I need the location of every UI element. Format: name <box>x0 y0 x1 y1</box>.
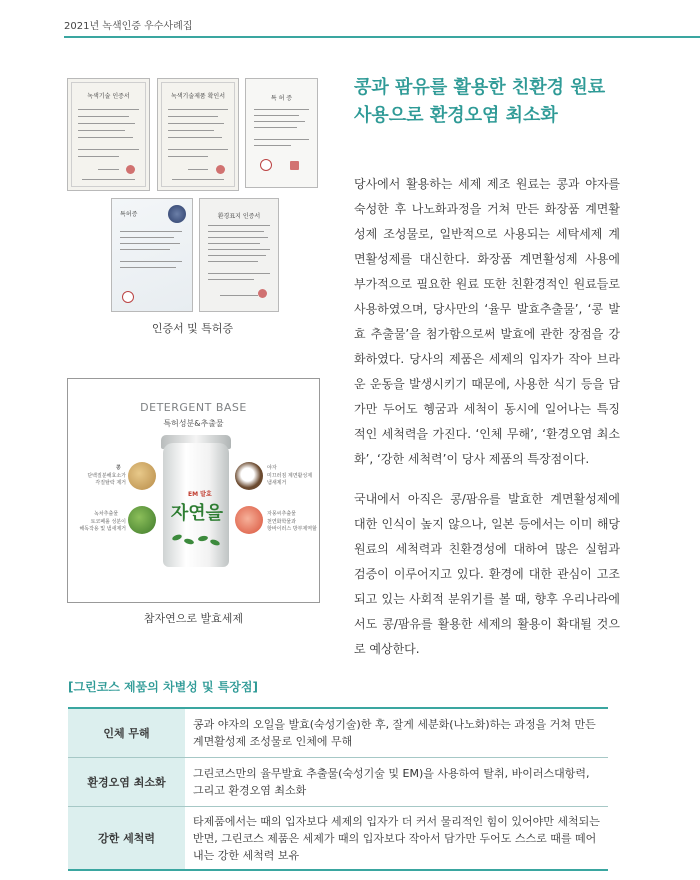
certificate-eco-label <box>199 198 279 312</box>
ingredient-greentea-desc: 토코페롤 성분이 해독작용 및 냄새제거 <box>79 519 126 532</box>
ingredient-soy-name: 콩 <box>116 465 121 471</box>
table-row <box>68 758 608 807</box>
certificate-title: 녹색기술제품 확인서 <box>170 93 226 100</box>
feature-description: 그린코스만의 율무발효 추출물(숙성기술 및 EM)을 사용하여 탈취, 바이러스대항력, 그리고 환경오염 최소화 <box>185 758 608 807</box>
table-row <box>68 807 608 871</box>
certificate-green-product <box>157 78 239 191</box>
certificate-title: 녹색기술 인증서 <box>87 93 130 100</box>
soybean-icon <box>128 462 156 490</box>
jar-logo: 자연을 <box>170 503 224 524</box>
hologram-seal-icon <box>168 205 186 223</box>
ingredient-coconut-desc: 미끄러짐 계면활성제 냄새제거 <box>267 473 313 486</box>
features-table <box>68 707 608 871</box>
product-caption: 참자연으로 발효세제 <box>143 612 244 625</box>
certificate-title: 특허증 <box>120 211 138 218</box>
product-image <box>67 378 320 603</box>
seal-icon <box>216 165 225 174</box>
grapefruit-icon <box>235 506 263 534</box>
certificate-green-tech <box>67 78 150 191</box>
feature-label: 강한 세척력 <box>68 807 185 871</box>
ingredient-soy-desc: 단백질분해효소가 각질탈락 제거 <box>87 473 126 486</box>
running-header: 2021년 녹색인증 우수사례집 <box>64 21 193 32</box>
jar-label: EM 발효 <box>188 491 212 498</box>
feature-description: 타제품에서는 때의 입자보다 세제의 입자가 더 커서 물리적인 힘이 있어야만 세척되는 반면, 그린코스 제품은 세제가 때의 입자보다 작아서 담가만 두어도 스스로 때를 떼어내는 강한 세척력 보유 <box>185 807 608 871</box>
header-rule <box>64 36 700 38</box>
article-headline <box>354 74 654 130</box>
product-image-title: DETERGENT BASE <box>140 401 247 414</box>
product-image-subtitle: 특허성분&추출물 <box>163 419 224 428</box>
green-tea-icon <box>128 506 156 534</box>
table-row <box>68 708 608 758</box>
ingredient-grapefruit-desc: 천연화학물과 항바이러스 방부제역할 <box>267 519 317 532</box>
feature-label: 인체 무해 <box>68 708 185 758</box>
seal-icon <box>258 289 267 298</box>
seal-icon <box>126 165 135 174</box>
emblem-icon <box>260 159 272 171</box>
certificate-patent <box>245 78 318 188</box>
certificates-caption: 인증서 및 특허증 <box>151 322 234 335</box>
certificate-title: 환경표지 인증서 <box>217 213 261 220</box>
emblem-icon <box>122 291 134 303</box>
headline-line-1: 콩과 팜유를 활용한 친환경 원료 <box>354 77 606 98</box>
body-paragraph-2: 국내에서 아직은 콩/팜유를 발효한 계면활성제에 대한 인식이 높지 않으나, 일본 등에서는 이미 해당 원료의 세척력과 친환경성에 대하여 많은 실험과 검증이 이루어지고 있다. 환경에 대한 관심이 고조되고 있는 사회적 분위기를 볼 때, 향후 우리나라에서도 콩/팜유를 활용한 세제의 활용이 확대될 것으로 예상한다. <box>354 492 620 656</box>
certificate-title: 특 허 증 <box>270 95 293 102</box>
coconut-icon <box>235 462 263 490</box>
ingredient-greentea-name: 녹차추출물 <box>94 511 119 517</box>
feature-description: 콩과 야자의 오일을 발효(숙성기술)한 후, 잘게 세분화(나노화)하는 과정을 거쳐 만든 계면활성제 조성물로 인체에 무해 <box>185 708 608 758</box>
certificate-patent-2 <box>111 198 193 312</box>
seal-icon <box>290 161 299 170</box>
headline-line-2: 사용으로 환경오염 최소화 <box>354 105 558 126</box>
features-section-title: [그린코스 제품의 차별성 및 특장점] <box>68 680 258 694</box>
ingredient-grapefruit-name: 자몽씨추출물 <box>267 511 296 517</box>
ingredient-coconut-name: 야자 <box>267 465 277 471</box>
feature-label: 환경오염 최소화 <box>68 758 185 807</box>
body-paragraph-1: 당사에서 활용하는 세제 제조 원료는 콩과 야자를 숙성한 후 나노화과정을 거쳐 만든 화장품 계면활성제 조성물로, 일반적으로 사용되는 세탁세제 계면활성제를 대신한다. 화장품 계면활성제 사용에 부가적으로 필요한 원료 또한 친환경적인 원료들로 사용하였으며, 당사만의 ‘율무 발효추출물’, ‘콩 발효 추출물’을 첨가함으로써 발효에 관한 장점을 강화하였다. 당사의 제품은 세제의 입자가 작아 브라운 운동을 발생시키기 때문에, 사용한 식기 등을 담가만 두어도 헹굼과 세척이 동시에 일어나는 특징적인 세척력을 가진다. ‘인체 무해’, ‘환경오염 최소화’, ‘강한 세척력’이 당사 제품의 특장점이다. <box>354 177 620 466</box>
